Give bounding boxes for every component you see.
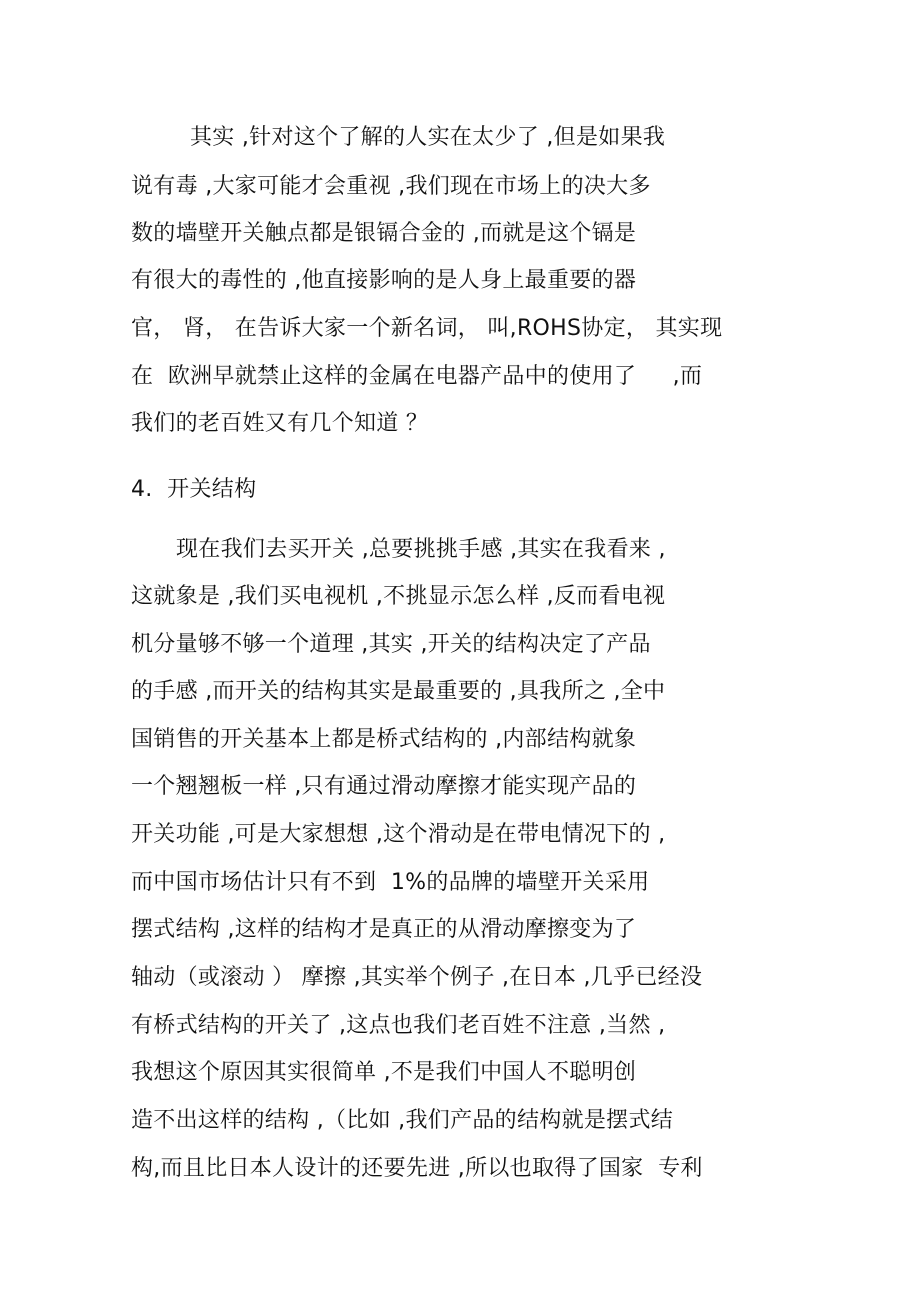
section-heading: 4. 开关结构: [131, 477, 257, 502]
paragraph-1-line-3: 数的墙壁开关触点都是银镉合金的 ,而就是这个镉是: [131, 221, 637, 246]
paragraph-2-line-14: 构,而且比日本人设计的还要先进 ,所以也取得了国家 专利: [131, 1156, 703, 1181]
paragraph-2-line-7: 开关功能 ,可是大家想想 ,这个滑动是在带电情况下的 ,: [131, 822, 666, 847]
paragraph-2-line-2: 这就象是 ,我们买电视机 ,不挑显示怎么样 ,反而看电视: [131, 584, 666, 609]
paragraph-2-line-8: 而中国市场估计只有不到 1%的品牌的墙壁开关采用: [131, 870, 650, 895]
paragraph-2-line-12: 我想这个原因其实很简单 ,不是我们中国人不聪明创: [131, 1060, 637, 1085]
paragraph-2-line-13: 造不出这样的结构 ,（比如 ,我们产品的结构就是摆式结: [131, 1108, 674, 1133]
paragraph-2-line-11: 有桥式结构的开关了 ,这点也我们老百姓不注意 ,当然 ,: [131, 1013, 666, 1038]
paragraph-2-line-3: 机分量够不够一个道理 ,其实 ,开关的结构决定了产品: [131, 632, 651, 657]
paragraph-1-line-7: 我们的老百姓又有几个知道 ？: [131, 411, 429, 436]
paragraph-1-line-4: 有很大的毒性的 ,他直接影响的是人身上最重要的器: [131, 268, 637, 293]
paragraph-1-line-5: 官， 肾， 在告诉大家一个新名词， 叫,ROHS协定， 其实现: [131, 316, 723, 341]
paragraph-2-line-6: 一个翘翘板一样 ,只有通过滑动摩擦才能实现产品的: [131, 774, 637, 799]
paragraph-1-line-6: 在 欧洲早就禁止这样的金属在电器产品中的使用了 ,而: [131, 364, 703, 389]
paragraph-2-line-4: 的手感 ,而开关的结构其实是最重要的 ,具我所之 ,全中: [131, 679, 666, 704]
paragraph-2-line-5: 国销售的开关基本上都是桥式结构的 ,内部结构就象: [131, 727, 637, 752]
paragraph-1-line-1: 其实 ,针对这个了解的人实在太少了 ,但是如果我: [190, 125, 666, 150]
paragraph-2-line-10: 轴动（或滚动 ） 摩擦 ,其实举个例子 ,在日本 ,几乎已经没: [131, 965, 703, 990]
paragraph-2-line-1: 现在我们去买开关 ,总要挑挑手感 ,其实在我看来 ,: [176, 537, 666, 562]
paragraph-2-line-9: 摆式结构 ,这样的结构才是真正的从滑动摩擦变为了: [131, 917, 637, 942]
paragraph-1-line-2: 说有毒 ,大家可能才会重视 ,我们现在市场上的决大多: [131, 174, 651, 199]
